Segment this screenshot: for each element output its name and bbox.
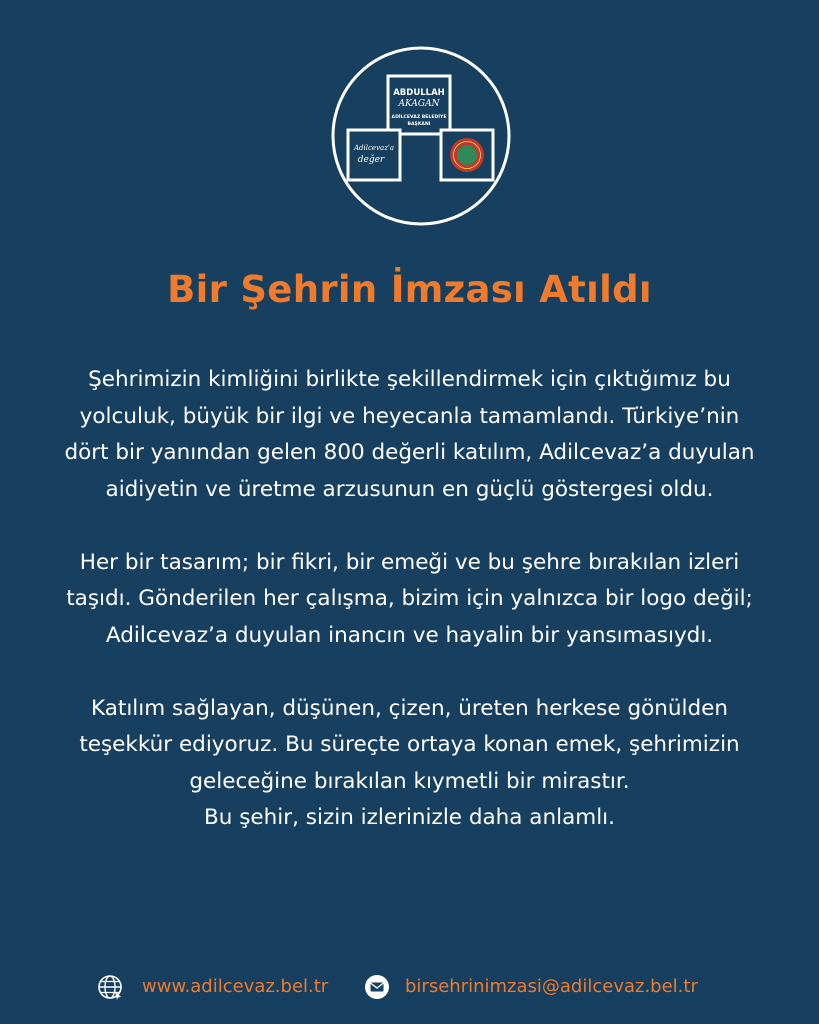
logo-top-script: AKAGAN [398, 99, 440, 109]
paragraph-line: Şehrimizin kimliğini birlikte şekillendirmek için çıktığımız bu [88, 367, 731, 392]
paragraph-line: Bu şehir, sizin izlerinizle daha anlamlı. [204, 805, 615, 830]
logo-emblem [329, 44, 513, 228]
paragraph-line: Katılım sağlayan, düşünen, çizen, üreten herkese gönülden [91, 695, 728, 721]
paragraph-3 [20, 691, 799, 837]
seal-inner [457, 145, 477, 165]
logo-top-name: ABDULLAH [393, 88, 445, 98]
paragraph-line: Adilcevaz’a duyulan inancın ve hayalin bir yansımasıydı. [105, 622, 714, 648]
message-body [20, 362, 799, 873]
contact-footer [0, 970, 819, 1006]
logo-left-script2: değer [357, 155, 385, 165]
paragraph-line: geleceğine bırakılan kıymetli bir mirastır. [189, 768, 630, 794]
paragraph-1 [20, 362, 799, 508]
page-title: Bir Şehrin İmzası Atıldı [167, 268, 652, 311]
globe-icon [97, 974, 123, 1000]
paragraph-line: aidiyetin ve üretme arzusunun en güçlü göstergesi oldu. [105, 476, 714, 502]
paragraph-line: yolculuk, büyük bir ilgi ve heyecanla tamamlandı. Türkiye’nin [79, 403, 740, 429]
website-link[interactable]: www.adilcevaz.bel.tr [142, 976, 329, 997]
email-link[interactable]: birsehrinimzasi@adilcevaz.bel.tr [405, 976, 698, 997]
municipality-logo [329, 44, 513, 228]
paragraph-line: taşıdı. Gönderilen her çalışma, bizim için yalnızca bir logo değil; [66, 586, 753, 611]
logo-top-line2: BAŞKANI [407, 122, 431, 127]
paragraph-line: teşekkür ediyoruz. Bu süreçte ortaya konan emek, şehrimizin [79, 732, 740, 757]
envelope-icon [364, 974, 390, 1000]
logo-left-script1: Adilcevaz'a [354, 144, 394, 152]
paragraph-line: dört bir yanından gelen 800 değerli katılım, Adilcevaz’a duyulan [64, 440, 755, 465]
paragraph-line: Her bir tasarım; bir fikri, bir emeği ve bu şehre bırakılan izleri [79, 549, 740, 575]
paragraph-2 [20, 545, 799, 655]
logo-top-line1: ADİLCEVAZ BELEDİYE [391, 115, 447, 120]
